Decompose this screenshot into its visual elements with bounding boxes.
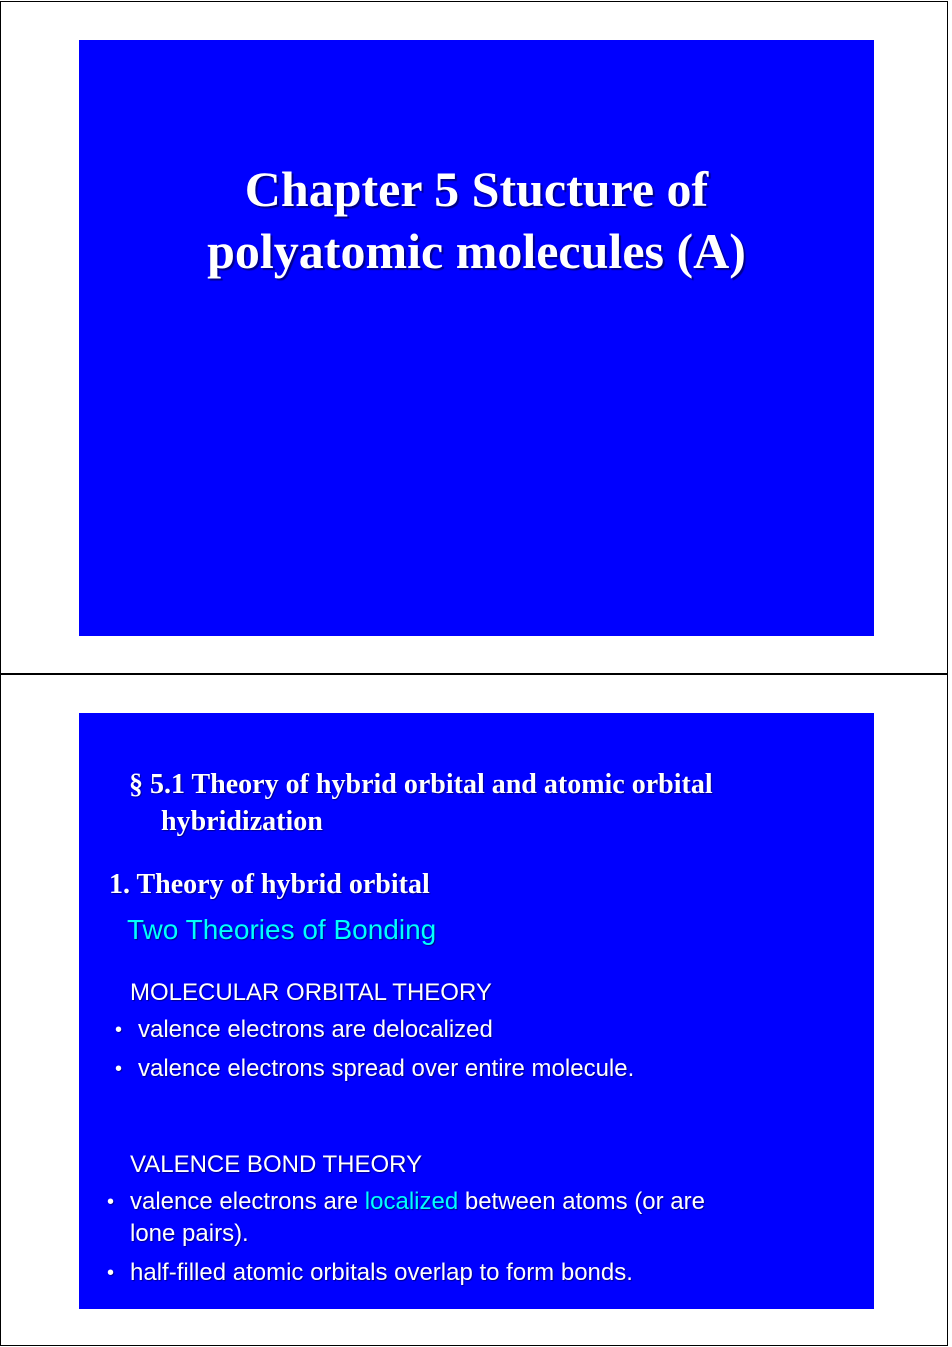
mo-theory-heading: MOLECULAR ORBITAL THEORY: [130, 979, 492, 1006]
subsection-heading: 1. Theory of hybrid orbital: [109, 869, 430, 900]
vb-bullet-1: [130, 1188, 705, 1216]
subheading-two-theories: Two Theories of Bonding: [127, 914, 437, 945]
title-line-2: polyatomic molecules (A): [207, 223, 746, 279]
slide-title: [79, 40, 874, 636]
vb-bullet-1-end: between atoms (or are: [458, 1188, 705, 1215]
title-line-1: Chapter 5 Stucture of: [244, 161, 709, 217]
vb-bullet-1-continuation: lone pairs).: [130, 1220, 249, 1247]
page-frame-bottom: [0, 674, 948, 1346]
page-frame-top: [0, 1, 948, 674]
vb-bullet-1-start: valence electrons are: [130, 1188, 365, 1215]
vb-bullet-2: • half-filled atomic orbitals overlap to form bonds.: [130, 1259, 633, 1287]
mo-bullet-2: • valence electrons spread over entire molecule.: [138, 1055, 634, 1083]
section-heading-line-2: hybridization: [161, 806, 323, 837]
localized-highlight: localized: [364, 1188, 459, 1215]
section-heading-line-1: § 5.1 Theory of hybrid orbital and atomic orbital: [129, 769, 713, 800]
slide-hybrid-orbital: [79, 713, 874, 1309]
mo-bullet-1: • valence electrons are delocalized: [138, 1016, 493, 1044]
slide-title-heading: [79, 158, 874, 282]
vb-theory-heading: VALENCE BOND THEORY: [130, 1151, 423, 1178]
